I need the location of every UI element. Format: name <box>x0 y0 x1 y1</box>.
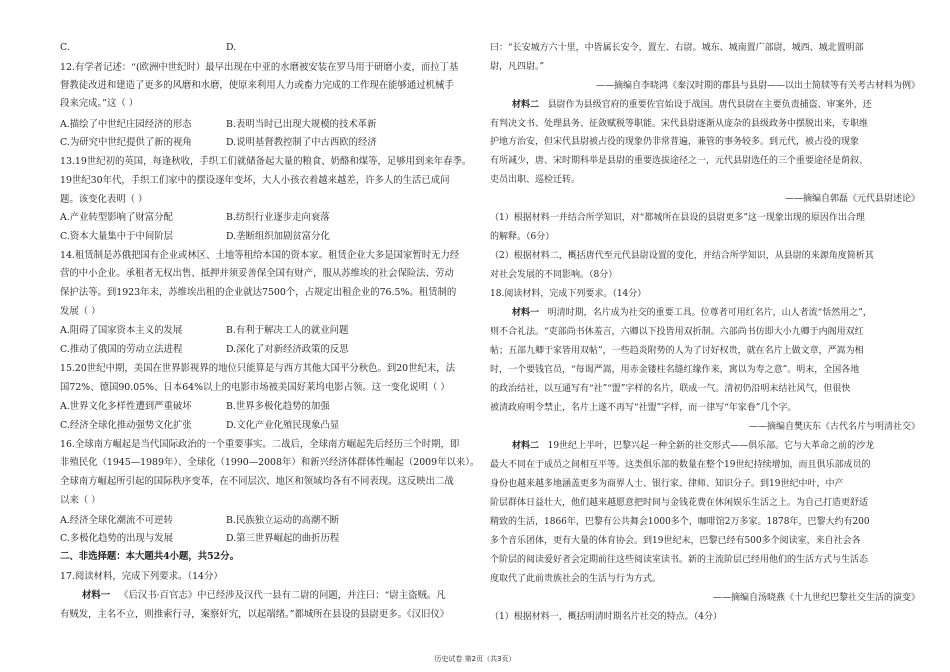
material-text-line: 时，一个要钱官员，“每谒严嵩，用赤金镂柱名缝红缘作来，寓以为寿之意”。明末，全国各地 <box>490 365 860 375</box>
q17-part: （1）根据材料一并结合所学知识，对“都城所在县设的县尉更多”这一现象出现的原因作出合理 <box>490 213 865 223</box>
material-label: 材料一 <box>512 308 540 318</box>
q13-line: 题。该变化表明（ ） <box>60 194 148 205</box>
q16-option-b: B.民族独立运动的高潮不断 <box>226 515 339 526</box>
q16-option-c: C.多极化趋势的出现与发展 <box>60 533 173 544</box>
q18-title: 18.阅读材料，完成下列要求。（14分） <box>490 289 647 299</box>
q15-option-c: C.经济全球化推动强势文化扩张 <box>60 420 192 431</box>
material-text-line: 最大不同在于成员之间相互平等。这类俱乐部的数量在整个19世纪持续增加，而且俱乐部成员的 <box>490 460 871 470</box>
material-text: 《后汉书·百官志》中已经涉及汉代一县有二尉的问题，并注曰：“尉主盗贼。凡 <box>119 590 446 601</box>
q17-part: （2）根据材料二，概括唐代至元代县尉设置的变化，并结合所学知识，从县尉的来源角度简析其 <box>490 251 874 261</box>
material-text: 明清时期，名片成为社交的重要工具。位尊者可用红名片，山人者流“恬然用之”， <box>547 308 872 318</box>
q12-option-a: A.描绘了中世纪庄园经济的形态 <box>60 119 192 130</box>
q14-line: 发展（ ） <box>60 306 101 317</box>
q17-material1-line <box>82 590 446 602</box>
material-source: ——摘编自汤晓燕《十九世纪巴黎社交生活的演变》 <box>712 593 920 603</box>
material-text-line: 曰：“长安城方六十里，中皆属长安令，置左、右尉。城东、城南置广部尉，城西、城北置明部 <box>490 43 864 53</box>
q15-option-b: B.世界多极化趋势的加强 <box>226 401 330 412</box>
option-c-prev: C. <box>60 42 70 53</box>
section-heading: 二、非选择题：本大题共4小题，共52分。 <box>60 551 239 562</box>
material-text-line: 帖；五部九卿于家皆用双帖”，一些趋炎附势的人为了讨好权贵，就在名片上做文章，严嵩为相 <box>490 346 864 356</box>
q17-part: 对社会发展的不同影响。（8分） <box>490 270 618 280</box>
q17-material1-line: 有贼发，主名不立，则推索行寻，案察奸宄，以起端绪。”都城所在县设的县尉更多。《汉旧仪》 <box>60 609 450 620</box>
material-label: 材料二 <box>512 100 540 110</box>
material-source: ——摘编自李晓鸿《秦汉时期的郡县与县尉——以出土简牍等有关考古材料为例》 <box>595 81 920 91</box>
q17-part: 的解释。（6分） <box>490 232 555 242</box>
q14-line: 营的中小企业。承租者无权出售、抵押并须妥善保全国有财产，服从苏维埃的社会保险法、劳动 <box>60 268 454 279</box>
q16-option-d: D.第三世界崛起的曲折历程 <box>226 533 340 544</box>
q13-line: 13.19世纪初的英国，每逢秋收，手织工们就储备起大量的粮食、奶酪和煤等，足够用到来年春季。 <box>60 156 472 167</box>
q13-option-b: B.纺织行业逐步走向衰落 <box>226 212 330 223</box>
material-text-line: 身份也越来越多地涵盖更多为商界人士、银行家、律师、知识分子。到19世纪中叶，中产 <box>490 479 844 489</box>
material-source: ——摘编自郭磊《元代县尉述论》 <box>784 194 920 204</box>
q13-option-a: A.产业转型影响了财富分配 <box>60 212 173 223</box>
option-d-prev: D. <box>226 42 237 53</box>
q13-option-d: D.垄断组织加剧贫富分化 <box>226 231 330 242</box>
material-text-line: 精致的生活，1866年，巴黎有公共舞会1000多个，咖啡馆2万多家。1878年，巴黎大约有200 <box>490 517 870 527</box>
material-text-line: 的政治结社，以互通写有“社”“盟”字样的名片，联成一气。清初仍沿明末结社风气，但很快 <box>490 384 851 394</box>
material-text-line: 个阶层的阅读爱好者会定期前往这些阅读室读书。新的主流阶层已经用他们的生活方式与生活态 <box>490 555 869 565</box>
q12-option-c: C.为研究中世纪提供了新的视角 <box>60 137 192 148</box>
q16-line: 以来（ ） <box>60 495 101 506</box>
material-source: ——摘编自樊庆东《古代名片与明清社交》 <box>748 422 920 432</box>
q13-option-c: C.资本大量集中于中间阶层 <box>60 231 173 242</box>
material-text-line: 多个音乐团体，更有大量的体育协会。到19世纪末，巴黎已经有500多个阅读室，来自社会各 <box>490 536 861 546</box>
material-text-line: 度取代了此前贵族社会的生活与行为方式。 <box>490 574 662 584</box>
material2-first-line <box>512 99 872 111</box>
q18-material2-first-line <box>512 440 874 452</box>
material-text: 19世纪上半叶，巴黎兴起一种全新的社交形式——俱乐部。它与大革命之前的沙龙 <box>547 441 875 451</box>
material-text-line: 尉，凡四尉。” <box>490 62 545 72</box>
material-text-line: 护地方治安，但宋代县尉被占役的现象仍非常普遍，兼管的事务较多。到元代，被占役的现象 <box>490 137 860 147</box>
material-text-line: 有判决文书、处理县务、征敛赋税等职能。宋代县尉逐渐从庞杂的县级政务中摆脱出来，专职维 <box>490 119 869 129</box>
material-text-line: 有所减少，唐、宋时期科举是县尉的重要选拔途径之一，元代县尉选任的三个重要途径是荫叙、 <box>490 156 869 166</box>
material-label: 材料二 <box>512 441 540 451</box>
q15-line: 国72%、德国90.05%、日本64%以上的电影市场被美国好莱坞电影占领。这一变化说明（ ） <box>60 382 450 393</box>
q14-option-a: A.阻碍了国家资本主义的发展 <box>60 325 183 336</box>
q14-option-c: C.推动了俄国的劳动立法进程 <box>60 344 183 355</box>
material-text: 县尉作为县级官府的重要佐官始设于战国。唐代县尉在主要负责捕盗、审案外，还 <box>547 100 872 110</box>
material-label: 材料一 <box>82 590 111 601</box>
material-text-line: 被清政府明令禁止，名片上遂不再写“社盟”字样，而一律写“年家眷”几个字。 <box>490 403 797 413</box>
q12-line: 督教徒改进和建造了更多的风磨和水磨，使原来利用人力或畜力完成的工作现在能够通过机械手 <box>60 80 454 91</box>
q15-option-d: D.文化产业化殖民现象凸显 <box>226 420 340 431</box>
q15-option-a: A.世界文化多样性遭到严重破坏 <box>60 401 192 412</box>
q17-title: 17.阅读材料，完成下列要求。（14分） <box>60 571 223 582</box>
q18-material1-first-line <box>512 307 872 319</box>
q16-line: 非殖民化（1945—1989年）、全球化（1990—2008年）和新兴经济体群体性崛起（2009年以来）。 <box>60 457 480 468</box>
q14-option-d: D.深化了对新经济政策的反思 <box>226 344 349 355</box>
q12-line: 段来完成。”这（ ） <box>60 98 139 109</box>
q16-option-a: A.经济全球化潮流不可逆转 <box>60 515 173 526</box>
q18-part: （1）根据材料一，概括明清时期名片社交的特点。（4分） <box>490 612 722 622</box>
q14-option-b: B.有利于解决工人的就业问题 <box>226 325 349 336</box>
page-footer: 历史试卷 第2页（共3页） <box>434 655 516 663</box>
q16-line: 16.全球南方崛起是当代国际政治的一个重要事实。二战后，全球南方崛起先后经历三个时期，即 <box>60 439 460 450</box>
q12-line: 12.有学者记述：“(欧洲中世纪时）最早出现在中亚的水磨被安装在罗马用于研磨小麦，而拉丁基 <box>60 62 459 73</box>
q13-line: 19世纪30年代，手织工们家中的摆设逐年变坏，大人小孩衣着越来越差，许多人的生活已成问 <box>60 175 450 186</box>
material-text-line: 阶层群体日益壮大，他们越来越愿意把时间与金钱花费在休闲娱乐生活之上。为自己打造更舒适 <box>490 498 869 508</box>
q12-option-b: B.表明当时已出现大规模的技术革新 <box>226 119 377 130</box>
material-text-line: 则不合礼法。“吏部尚书休羞言，六卿以下投皆用双折制。六部尚书仿即大小九卿于内阁用双红 <box>490 327 864 337</box>
q12-option-d: D.说明基督教控制了中古西欧的经济 <box>226 137 377 148</box>
q14-line: 14.租赁制是苏俄把国有企业或林区、土地等租给本国的资本家。租赁企业大多是国家暂时无力经 <box>60 250 460 261</box>
material-text-line: 吏员出职、巡检迁转。 <box>490 175 581 185</box>
q16-line: 全球南方崛起所引起的国际秩序变革，在不同层次、地区和领域均各有不同表现。这反映出二战 <box>60 476 454 487</box>
q15-line: 15.20世纪中期，美国在世界影视界的地位只能算是与西方其他大国平分秋色。到20世纪末，法 <box>60 363 456 374</box>
q14-line: 保护法等。到1923年末，苏维埃出租的企业就达7500个，占规定出租企业的76.5%。租赁制的 <box>60 287 457 298</box>
